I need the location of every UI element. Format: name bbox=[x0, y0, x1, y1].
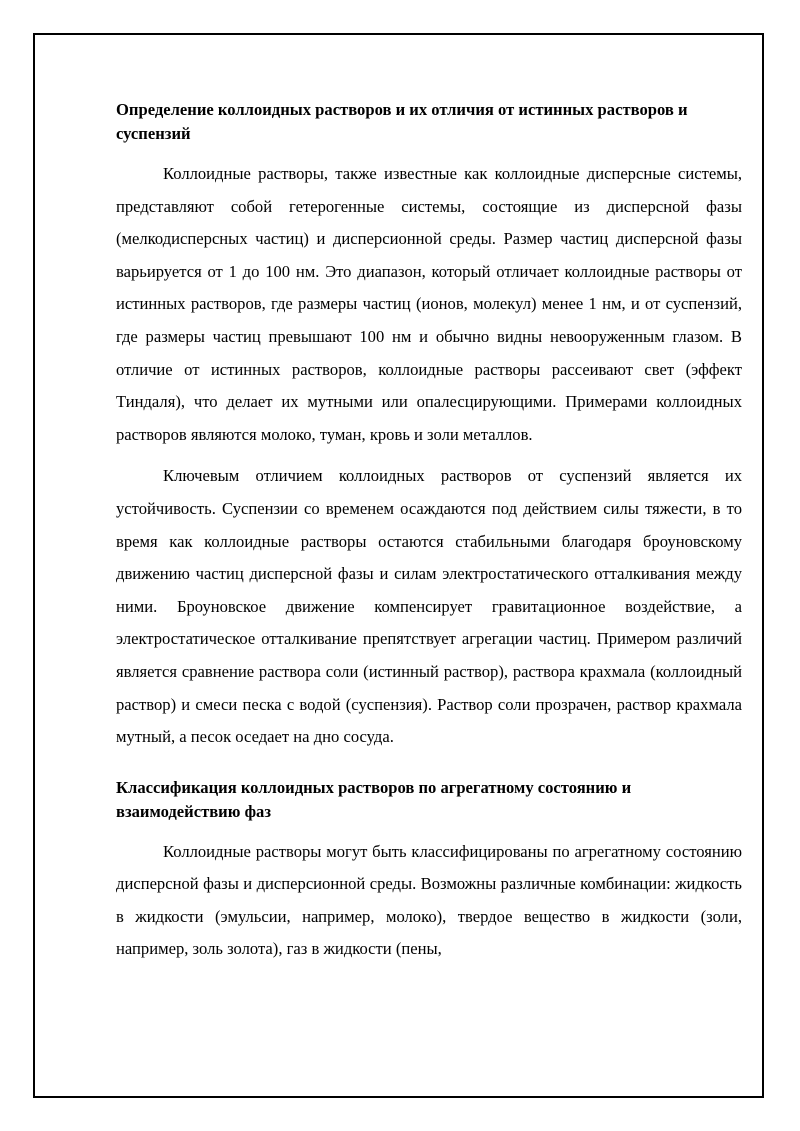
section-heading-classification: Классификация коллоидных растворов по агрегатному состоянию и взаимодействию фаз bbox=[116, 777, 632, 821]
document-body bbox=[116, 98, 742, 975]
paragraph-colloid-vs-suspension: Ключевым отличием коллоидных растворов от суспензий является их устойчивость. Суспензии со временем осаждаются под действием силы тяжести, в то время как коллоидные растворы остаются стабильными благодаря броуновскому движению частиц дисперсной фазы и силам электростатического отталкивания между ними. Броуновское движение компенсирует гравитационное воздействие, а электростатическое отталкивание препятствует агрегации частиц. Примером различий является сравнение раствора соли (истинный раствор), раствора крахмала (коллоидный раствор) и смеси песка с водой (суспензия). Раствор соли прозрачен, раствор крахмала мутный, а песок оседает на дно сосуда. bbox=[116, 466, 742, 747]
paragraph-classification: Коллоидные растворы могут быть классифицированы по агрегатному состоянию дисперсной фазы и дисперсионной среды. Возможны различные комбинации: жидкость в жидкости (эмульсии, например, молоко), твердое вещество в жидкости (золи, например, золь золота), газ в жидкости (пены, bbox=[116, 841, 742, 959]
paragraph-colloid-definition: Коллоидные растворы, также известные как коллоидные дисперсные системы, представляют собой гетерогенные системы, состоящие из дисперсной фазы (мелкодисперсных частиц) и дисперсионной среды. Размер частиц дисперсной фазы варьируется от 1 до 100 нм. Это диапазон, который отличает коллоидные растворы от истинных растворов, где размеры частиц (ионов, молекул) менее 1 нм, и от суспензий, где размеры частиц превышают 100 нм и обычно видны невооруженным глазом. В отличие от истинных растворов, коллоидные растворы рассеивают свет (эффект Тиндаля), что делает их мутными или опалесцирующими. Примерами коллоидных растворов являются молоко, туман, кровь и золи металлов. bbox=[116, 164, 742, 444]
section-heading-colloid-definition: Определение коллоидных растворов и их отличия от истинных растворов и суспензий bbox=[116, 100, 688, 143]
